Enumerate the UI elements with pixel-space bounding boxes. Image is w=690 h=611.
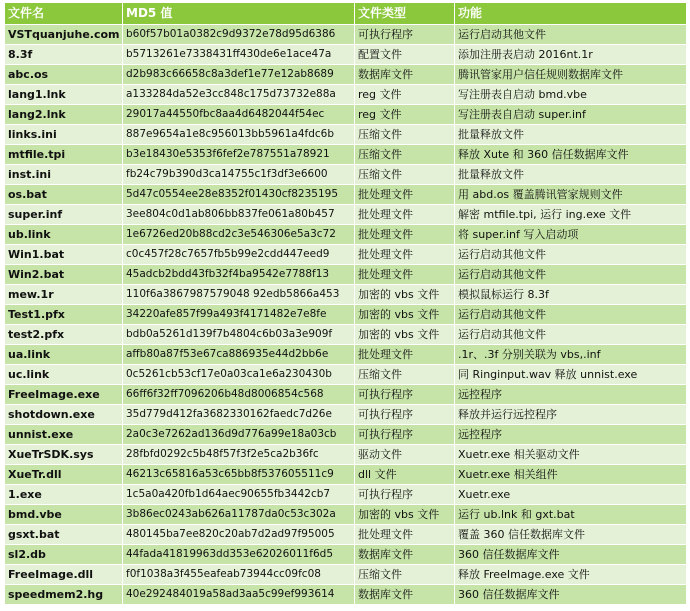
cell-function: 远控程序 <box>455 425 687 445</box>
table-row <box>5 185 687 205</box>
cell-function: 用 abd.os 覆盖腾讯管家规则文件 <box>455 185 687 205</box>
table-row <box>5 125 687 145</box>
cell-filetype: 可执行程序 <box>355 485 455 505</box>
cell-filetype: 可执行程序 <box>355 405 455 425</box>
cell-filetype: 可执行程序 <box>355 385 455 405</box>
cell-md5: 480145ba7ee820c20ab7d2ad97f95005 <box>123 525 355 545</box>
table-header <box>5 3 687 25</box>
cell-filename: test2.pfx <box>5 325 123 345</box>
cell-filename: 1.exe <box>5 485 123 505</box>
cell-function: 同 Ringinput.wav 释放 unnist.exe <box>455 365 687 385</box>
cell-filename: XueTrSDK.sys <box>5 445 123 465</box>
cell-md5: c0c457f28c7657fb5b99e2cdd447eed9 <box>123 245 355 265</box>
cell-function: 运行启动其他文件 <box>455 25 687 45</box>
cell-function: 运行启动其他文件 <box>455 325 687 345</box>
cell-function: 模拟鼠标运行 8.3f <box>455 285 687 305</box>
cell-filetype: 加密的 vbs 文件 <box>355 325 455 345</box>
table-row <box>5 225 687 245</box>
cell-filename: XueTr.dll <box>5 465 123 485</box>
table-row <box>5 205 687 225</box>
cell-md5: 29017a44550fbc8aa4d6482044f54ec <box>123 105 355 125</box>
cell-filename: FreeImage.dll <box>5 565 123 585</box>
file-table <box>4 2 687 605</box>
cell-filetype: 驱动文件 <box>355 445 455 465</box>
cell-filename: bmd.vbe <box>5 505 123 525</box>
table-row <box>5 425 687 445</box>
cell-filetype: dll 文件 <box>355 465 455 485</box>
cell-function: 覆盖 360 信任数据库文件 <box>455 525 687 545</box>
cell-function: 360 信任数据库文件 <box>455 545 687 565</box>
header-md5: MD5 值 <box>123 3 355 25</box>
cell-filetype: 加密的 vbs 文件 <box>355 285 455 305</box>
cell-md5: 887e9654a1e8c956013bb5961a4fdc6b <box>123 125 355 145</box>
cell-md5: f0f1038a3f455eafeab73944cc09fc08 <box>123 565 355 585</box>
cell-filename: inst.ini <box>5 165 123 185</box>
cell-md5: 35d779d412fa3682330162faedc7d26e <box>123 405 355 425</box>
cell-filename: 8.3f <box>5 45 123 65</box>
table-row <box>5 545 687 565</box>
cell-md5: affb80a87f53e67ca886935e44d2bb6e <box>123 345 355 365</box>
cell-filetype: 批处理文件 <box>355 345 455 365</box>
cell-md5: fb24c79b390d3ca14755c1f3df3e6600 <box>123 165 355 185</box>
cell-function: 释放并运行远控程序 <box>455 405 687 425</box>
cell-md5: 5d47c0554ee28e8352f01430cf8235195 <box>123 185 355 205</box>
cell-filename: mew.1r <box>5 285 123 305</box>
table-row <box>5 585 687 605</box>
table-row <box>5 445 687 465</box>
cell-filename: ua.link <box>5 345 123 365</box>
cell-filetype: 加密的 vbs 文件 <box>355 505 455 525</box>
cell-filetype: 压缩文件 <box>355 365 455 385</box>
cell-md5: a133284da52e3cc848c175d73732e88a <box>123 85 355 105</box>
table-row <box>5 85 687 105</box>
cell-filename: super.inf <box>5 205 123 225</box>
cell-md5: 1e6726ed20b88cd2c3e546306e5a3c72 <box>123 225 355 245</box>
table-row <box>5 325 687 345</box>
cell-filetype: reg 文件 <box>355 85 455 105</box>
table-row <box>5 165 687 185</box>
table-row <box>5 45 687 65</box>
table-row <box>5 505 687 525</box>
cell-md5: 28fbfd0292c5b48f57f3f2e5ca2b36fc <box>123 445 355 465</box>
table-row <box>5 265 687 285</box>
cell-filetype: 配置文件 <box>355 45 455 65</box>
cell-md5: 44fada41819963dd353e62026011f6d5 <box>123 545 355 565</box>
cell-filetype: 加密的 vbs 文件 <box>355 305 455 325</box>
cell-filetype: 批处理文件 <box>355 225 455 245</box>
cell-function: Xuetr.exe 相关组件 <box>455 465 687 485</box>
cell-function: 远控程序 <box>455 385 687 405</box>
table-row <box>5 385 687 405</box>
cell-function: 运行启动其他文件 <box>455 265 687 285</box>
cell-md5: 1c5a0a420fb1d64aec90655fb3442cb7 <box>123 485 355 505</box>
cell-filename: ub.link <box>5 225 123 245</box>
cell-filename: unnist.exe <box>5 425 123 445</box>
cell-filename: lang2.lnk <box>5 105 123 125</box>
cell-md5: b3e18430e5353f6fef2e787551a78921 <box>123 145 355 165</box>
table-row <box>5 65 687 85</box>
cell-function: Xuetr.exe 相关驱动文件 <box>455 445 687 465</box>
table-row <box>5 105 687 125</box>
cell-filename: abc.os <box>5 65 123 85</box>
cell-function: 写注册表自启动 bmd.vbe <box>455 85 687 105</box>
table-body <box>5 25 687 605</box>
cell-filetype: 批处理文件 <box>355 265 455 285</box>
cell-filetype: 压缩文件 <box>355 165 455 185</box>
cell-filetype: 批处理文件 <box>355 525 455 545</box>
cell-filename: speedmem2.hg <box>5 585 123 605</box>
cell-md5: 46213c65816a53c65bb8f537605511c9 <box>123 465 355 485</box>
cell-filename: Test1.pfx <box>5 305 123 325</box>
cell-function: 360 信任数据库文件 <box>455 585 687 605</box>
cell-md5: 3b86ec0243ab626a11787da0c53c302a <box>123 505 355 525</box>
cell-function: 批量释放文件 <box>455 125 687 145</box>
table-row <box>5 525 687 545</box>
cell-md5: 3ee804c0d1ab806bb837fe061a80b457 <box>123 205 355 225</box>
header-function: 功能 <box>455 3 687 25</box>
cell-filetype: 数据库文件 <box>355 585 455 605</box>
cell-filename: shotdown.exe <box>5 405 123 425</box>
cell-md5: 40e292484019a58ad3aa5c99ef993614 <box>123 585 355 605</box>
cell-filename: os.bat <box>5 185 123 205</box>
cell-filetype: 压缩文件 <box>355 565 455 585</box>
header-filename: 文件名 <box>5 3 123 25</box>
header-row <box>5 3 687 25</box>
cell-function: .1r、.3f 分别关联为 vbs,.inf <box>455 345 687 365</box>
cell-filename: uc.link <box>5 365 123 385</box>
cell-md5: b60f57b01a0382c9d9372e78d95d6386 <box>123 25 355 45</box>
cell-md5: 110f6a3867987579048 92edb5866a453 <box>123 285 355 305</box>
table-row <box>5 465 687 485</box>
cell-md5: 66ff6f32ff7096206b48d8006854c568 <box>123 385 355 405</box>
cell-filetype: 批处理文件 <box>355 185 455 205</box>
cell-filename: Win2.bat <box>5 265 123 285</box>
cell-filetype: 可执行程序 <box>355 25 455 45</box>
table-row <box>5 485 687 505</box>
cell-filename: sl2.db <box>5 545 123 565</box>
cell-function: 添加注册表启动 2016nt.1r <box>455 45 687 65</box>
cell-function: 腾讯管家用户信任规则数据库文件 <box>455 65 687 85</box>
cell-function: 批量释放文件 <box>455 165 687 185</box>
cell-filetype: 批处理文件 <box>355 245 455 265</box>
cell-filename: gsxt.bat <box>5 525 123 545</box>
table-row <box>5 305 687 325</box>
table-row <box>5 25 687 45</box>
cell-filename: links.ini <box>5 125 123 145</box>
cell-filetype: 压缩文件 <box>355 145 455 165</box>
table-row <box>5 285 687 305</box>
cell-function: Xuetr.exe <box>455 485 687 505</box>
cell-function: 将 super.inf 写入启动项 <box>455 225 687 245</box>
cell-function: 运行 ub.lnk 和 gxt.bat <box>455 505 687 525</box>
cell-filename: mtfile.tpi <box>5 145 123 165</box>
cell-function: 运行启动其他文件 <box>455 305 687 325</box>
table-row <box>5 145 687 165</box>
table-row <box>5 365 687 385</box>
cell-function: 写注册表自启动 super.inf <box>455 105 687 125</box>
cell-md5: 34220afe857f99a493f4171482e7e8fe <box>123 305 355 325</box>
table-row <box>5 345 687 365</box>
table-row <box>5 405 687 425</box>
cell-filetype: 批处理文件 <box>355 205 455 225</box>
cell-filetype: 数据库文件 <box>355 545 455 565</box>
cell-md5: 45adcb2bdd43fb32f4ba9542e7788f13 <box>123 265 355 285</box>
cell-md5: b5713261e7338431ff430de6e1ace47a <box>123 45 355 65</box>
cell-filename: Win1.bat <box>5 245 123 265</box>
header-filetype: 文件类型 <box>355 3 455 25</box>
cell-filename: VSTquanjuhe.com <box>5 25 123 45</box>
cell-filename: FreeImage.exe <box>5 385 123 405</box>
table-row <box>5 245 687 265</box>
cell-filetype: 压缩文件 <box>355 125 455 145</box>
cell-function: 释放 Xute 和 360 信任数据库文件 <box>455 145 687 165</box>
cell-md5: d2b983c66658c8a3def1e77e12ab8689 <box>123 65 355 85</box>
cell-md5: bdb0a5261d139f7b4804c6b03a3e909f <box>123 325 355 345</box>
cell-md5: 2a0c3e7262ad136d9d776a99e18a03cb <box>123 425 355 445</box>
table-row <box>5 565 687 585</box>
cell-filetype: reg 文件 <box>355 105 455 125</box>
cell-function: 运行启动其他文件 <box>455 245 687 265</box>
cell-filename: lang1.lnk <box>5 85 123 105</box>
cell-filetype: 可执行程序 <box>355 425 455 445</box>
cell-function: 释放 FreeImage.exe 文件 <box>455 565 687 585</box>
cell-filetype: 数据库文件 <box>355 65 455 85</box>
cell-function: 解密 mtfile.tpi, 运行 ing.exe 文件 <box>455 205 687 225</box>
cell-md5: 0c5261cb53cf17e0a03ca1e6a230430b <box>123 365 355 385</box>
